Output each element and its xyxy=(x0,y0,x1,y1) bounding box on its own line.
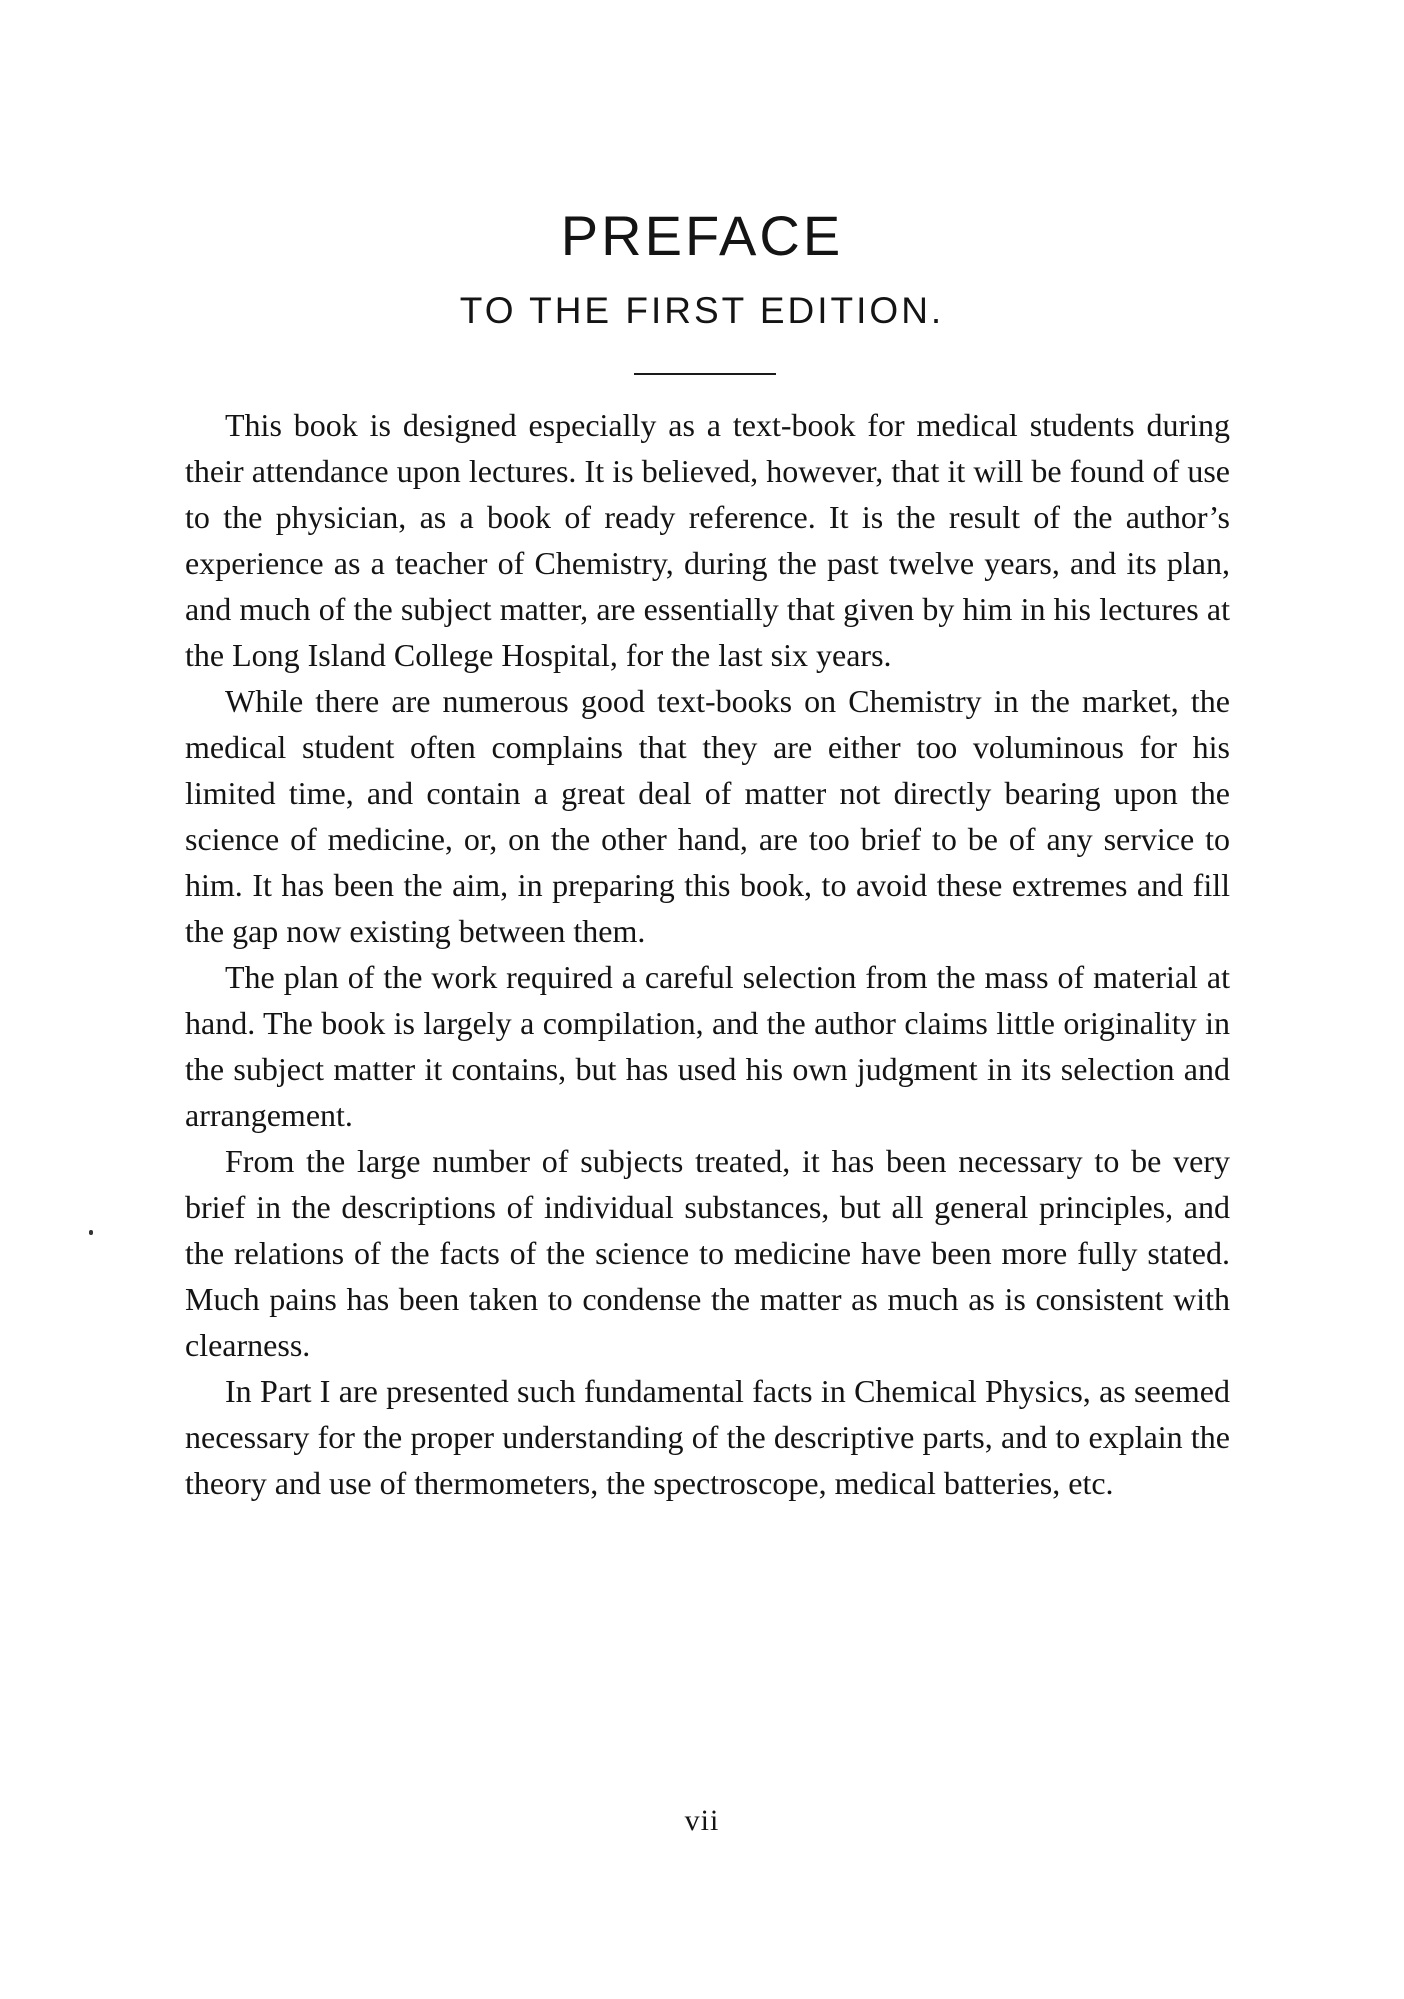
page-title: PREFACE xyxy=(560,204,844,267)
margin-speck xyxy=(89,1230,93,1235)
page-number: vii xyxy=(684,1804,720,1837)
paragraph: While there are numerous good text-books on Chemistry in the market, the medical student often complains that they are either too voluminous for his limited time, and contain a great deal of matter not directly bearing upon the science of medicine, or, on the other hand, are too brief to be of any service to him. It has been the aim, in preparing this book, to avoid these extremes and fill the gap now existing between them. xyxy=(185,683,1230,949)
paragraph: In Part I are presented such fundamental facts in Chemical Physics, as seemed necessary for the proper understanding of the descriptive parts, and to explain the theory and use of thermometers, the spectroscope, medical batteries, etc. xyxy=(185,1373,1230,1501)
paragraph: From the large number of subjects treated, it has been necessary to be very brief in the descriptions of individual substances, but all general principles, and the relations of the facts of the science to medicine have been more fully stated. Much pains has been taken to condense the matter as much as is consistent with clearness. xyxy=(185,1143,1230,1363)
page-subtitle: TO THE FIRST EDITION. xyxy=(459,290,945,331)
title-rule xyxy=(634,373,776,375)
paragraph: This book is designed especially as a text-book for medical students during their attendance upon lectures. It is believed, however, that it will be found of use to the physician, as a book of ready reference. It is the result of the author’s experience as a teacher of Chemistry, during the past twelve years, and its plan, and much of the subject matter, are essentially that given by him in his lectures at the Long Island College Hospital, for the last six years. xyxy=(185,407,1230,673)
paragraph: The plan of the work required a careful selection from the mass of material at hand. The book is largely a compilation, and the author claims little originality in the subject matter it contains, but has used his own judgment in its selection and arrangement. xyxy=(185,959,1230,1133)
preface-body xyxy=(185,402,1230,1506)
